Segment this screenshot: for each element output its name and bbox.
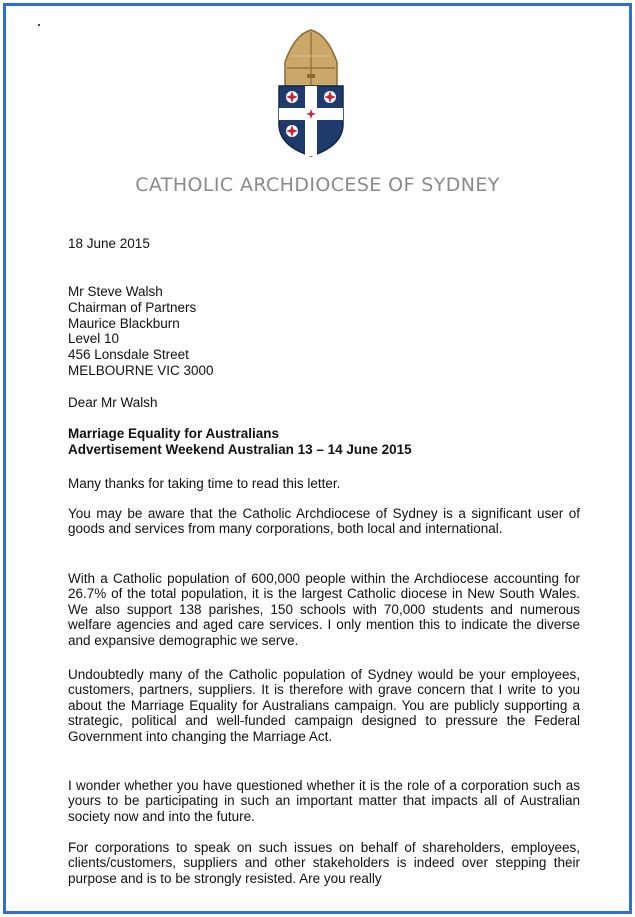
body-paragraph: Many thanks for taking time to read this letter. xyxy=(68,476,341,491)
letter-page xyxy=(3,3,632,914)
address-line: Chairman of Partners xyxy=(68,299,197,315)
address-line: MELBOURNE VIC 3000 xyxy=(68,362,214,378)
body-paragraph: I wonder whether you have questioned whether it is the role of a corporation such as yours to be participating in such an important matter that impacts all of Australian society now and into the future. xyxy=(68,778,580,824)
scan-speck xyxy=(38,24,40,26)
subject-line: Advertisement Weekend Australian 13 – 14 June 2015 xyxy=(68,442,412,457)
address-line: 456 Lonsdale Street xyxy=(68,347,189,363)
address-line: Maurice Blackburn xyxy=(68,315,180,331)
salutation: Dear Mr Walsh xyxy=(68,395,158,410)
body-paragraph: You may be aware that the Catholic Archdiocese of Sydney is a significant user of goods and services from many corporations, both local and international. xyxy=(68,506,580,537)
body-paragraph: Undoubtedly many of the Catholic population of Sydney would be your employees, customers, partners, suppliers. It is therefore with grave concern that I write to you about the Marriage Equality for Australians campaign. You are publicly supporting a strategic, political and well-funded campaign designed to pressure the Federal Government into changing the Marriage Act. xyxy=(68,667,580,744)
address-line: Level 10 xyxy=(68,331,120,347)
archdiocese-crest-icon xyxy=(271,28,351,158)
body-paragraph: With a Catholic population of 600,000 people within the Archdiocese accounting for 26.7% of the total population, it is the largest Catholic diocese in New South Wales. We also support 138 parishes, 150 schools with 70,000 students and numerous welfare agencies and aged care services. I only mention this to indicate the diverse and expansive demographic we serve. xyxy=(68,571,580,648)
subject-heading xyxy=(68,426,412,458)
organization-name: CATHOLIC ARCHDIOCESE OF SYDNEY xyxy=(135,174,500,196)
recipient-address xyxy=(68,284,214,379)
address-line: Mr Steve Walsh xyxy=(68,284,163,299)
subject-line: Marriage Equality for Australians xyxy=(68,426,280,441)
letter-date: 18 June 2015 xyxy=(68,236,150,251)
body-paragraph: For corporations to speak on such issues on behalf of shareholders, employees, clients/customers, suppliers and other stakeholders is indeed over stepping their purpose and is to be strongly resisted. Are you really xyxy=(68,840,580,886)
